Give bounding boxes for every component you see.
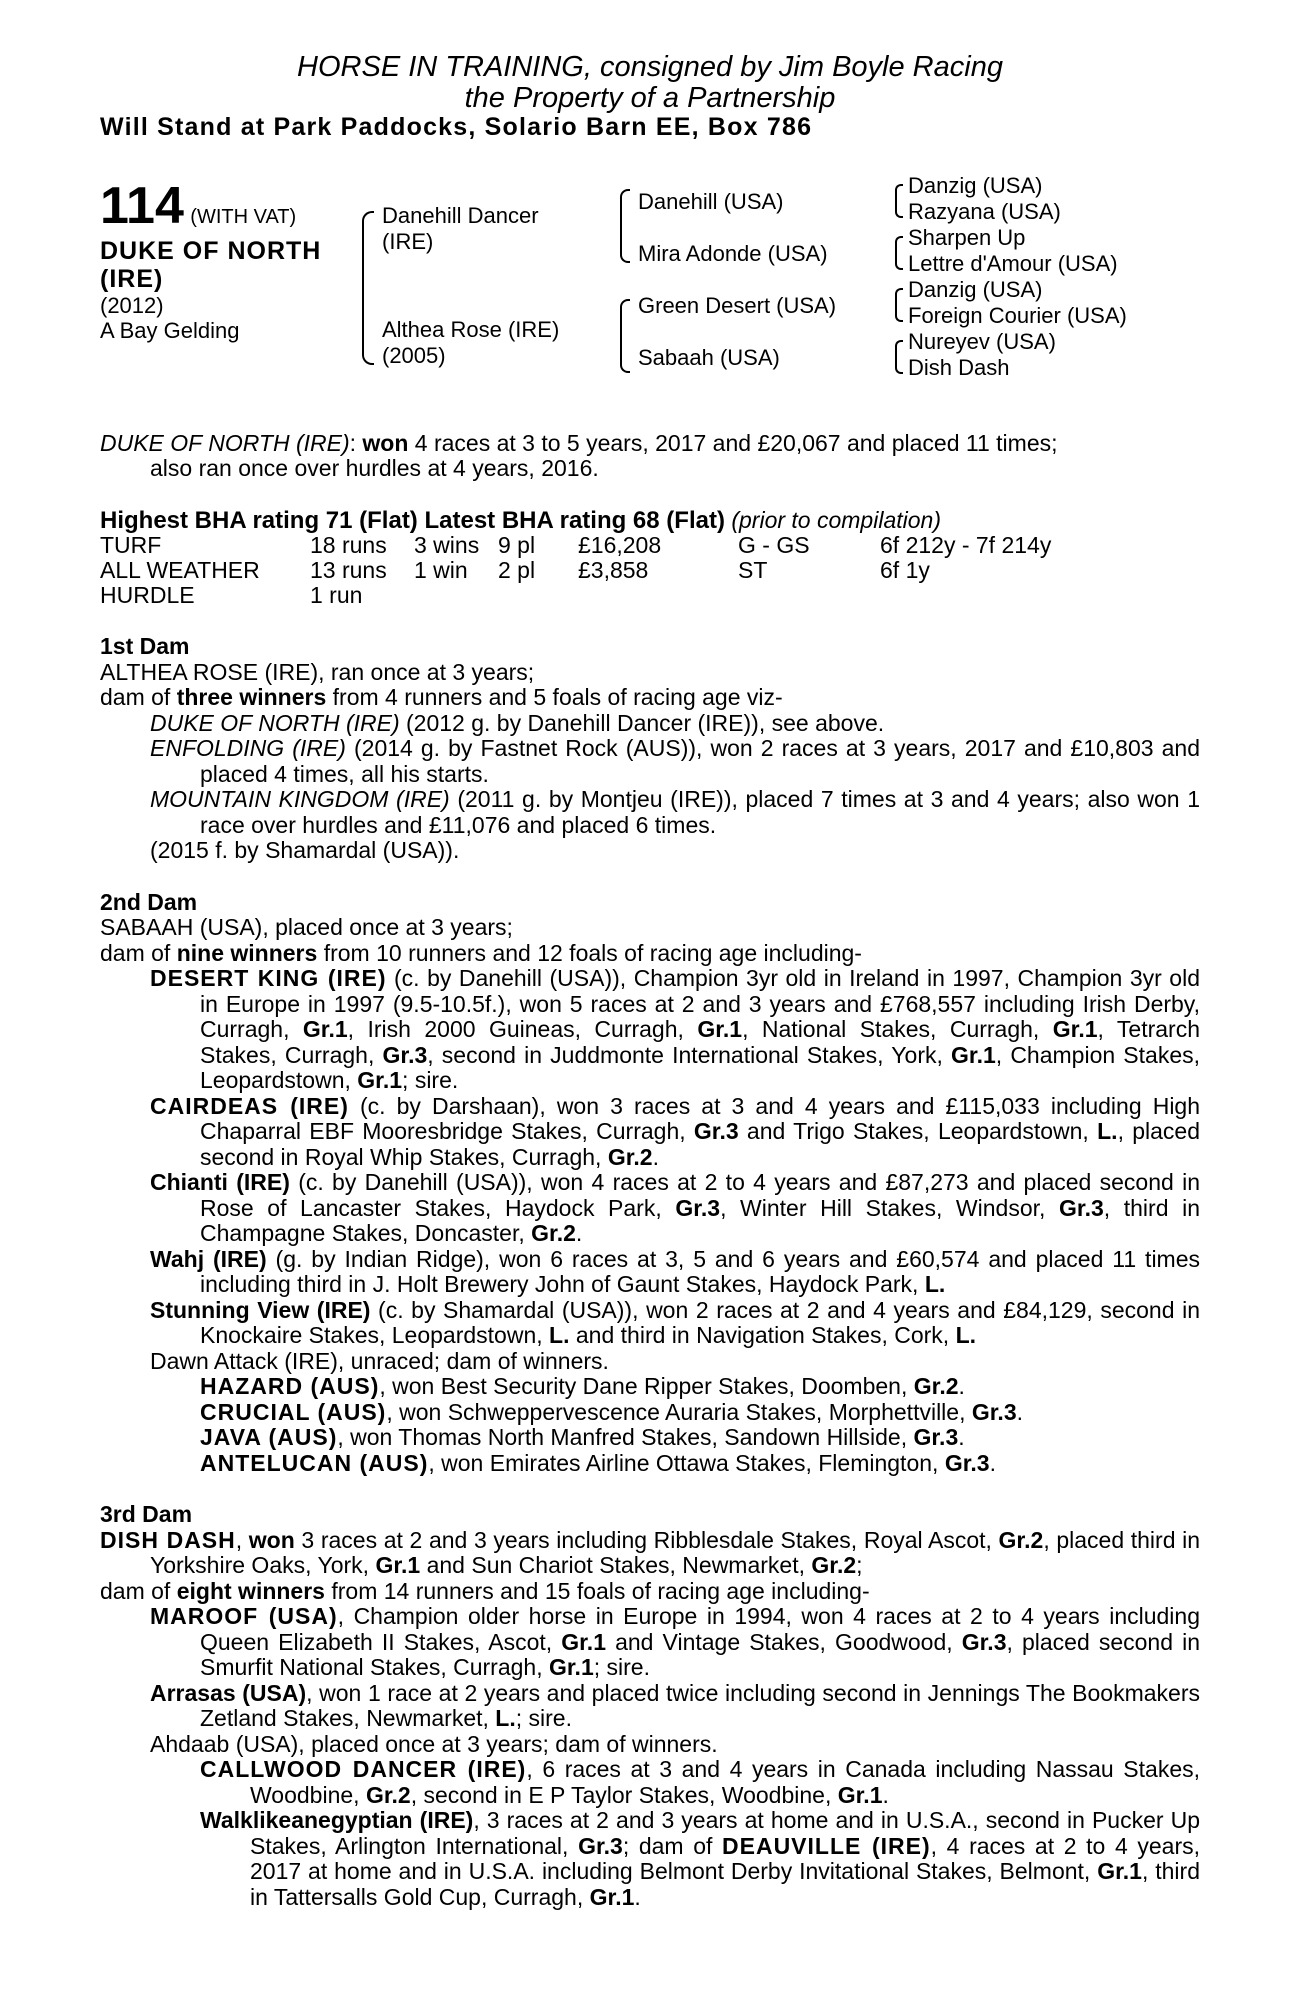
t: . (882, 1781, 889, 1808)
horse-description: A Bay Gelding (100, 317, 240, 343)
catalogue-page (100, 52, 1200, 1910)
summary-won: won (362, 429, 409, 456)
grade: Gr.2 (607, 1143, 653, 1170)
t: . (989, 1449, 996, 1476)
t: , won Thomas North Manfred Stakes, Sandown Hillside, (337, 1424, 914, 1450)
grade: Gr.1 (951, 1041, 996, 1068)
produce-name: DUKE OF NORTH (IRE) (150, 709, 400, 736)
grade: Gr.1 (357, 1067, 403, 1093)
t: ; sire. (402, 1067, 459, 1093)
sire-dam: Mira Adonde (USA) (638, 240, 828, 266)
brace-gen3-1 (895, 184, 903, 218)
t: , placed second in Smurfit National Stakes, Curragh, (200, 1628, 1200, 1680)
produce-text: (2011 g. by Montjeu (IRE)), placed 7 times at 3 and 4 years; also won 1 race over hurdles and £11,076 and placed 6 times. (200, 786, 1200, 838)
produce-name: MAROOF (USA) (150, 1603, 338, 1629)
grade: Gr.3 (693, 1118, 739, 1144)
ratings-block (100, 508, 1200, 609)
winners-count: three winners (176, 684, 327, 710)
produce-cairdeas (100, 1094, 1200, 1171)
t: ; dam of (622, 1832, 723, 1859)
grade: Gr.3 (913, 1424, 959, 1450)
produce-name: ENFOLDING (IRE) (150, 735, 346, 761)
t: , 3 races at 2 and 3 years at home and in U.S.A., second in Pucker Up Stakes, Arlington International, (250, 1807, 1200, 1859)
t: . (634, 1883, 641, 1910)
gen3-sire-side-1 (908, 173, 1061, 225)
produce-dawn-attack: Dawn Attack (IRE), unraced; dam of winners. (150, 1347, 609, 1374)
t: (g. by Indian Ridge), won 6 races at 3, 5 and 6 years and £60,574 and placed 11 times including third in J. Holt Brewery John of Gaunt Stakes, Haydock Park, (200, 1245, 1200, 1297)
dam-of: dam of (100, 1577, 177, 1604)
grade: Gr.3 (382, 1041, 428, 1068)
brace-gen3-3 (895, 288, 903, 322)
t: . (958, 1424, 965, 1450)
t: , third in Tattersalls Gold Cup, Curragh, (250, 1858, 1200, 1910)
first-dam-line: ALTHEA ROSE (IRE), ran once at 3 years; (100, 658, 535, 685)
dam (382, 317, 559, 369)
dam-name: Althea Rose (IRE) (382, 316, 560, 342)
gen3-dam-side-2 (908, 329, 1056, 381)
grandproduce-java (100, 1425, 1200, 1451)
ddd-name: Dish Dash (908, 354, 1010, 380)
t: , won Schweppervescence Auraria Stakes, Morphettville, (386, 1398, 972, 1425)
sdd-name: Lettre d'Amour (USA) (908, 250, 1118, 276)
dam-name: DISH DASH (100, 1526, 236, 1553)
runs-surface: TURF (100, 532, 162, 558)
t: , won Emirates Airline Ottawa Stakes, Flemington, (428, 1449, 945, 1476)
winners-count: nine winners (176, 939, 318, 966)
runs-row (100, 533, 1100, 558)
t: , Winter Hill Stakes, Windsor, (720, 1194, 1059, 1221)
produce-name: CRUCIAL (AUS) (200, 1398, 387, 1425)
produce-duke (100, 711, 1200, 737)
grade: Gr.1 (589, 1883, 635, 1910)
summary-text-2: also ran once over hurdles at 4 years, 2016. (150, 455, 599, 481)
runs-table (100, 533, 1100, 608)
produce-name: CALLWOOD DANCER (IRE) (200, 1756, 527, 1782)
summary-horse: DUKE OF NORTH (IRE) (100, 429, 350, 456)
grade: Gr.1 (1052, 1016, 1098, 1042)
produce-wahj (100, 1247, 1200, 1298)
second-dam-line: SABAAH (USA), placed once at 3 years; (100, 914, 513, 940)
runs-runs: 13 runs (310, 557, 387, 583)
t: . (575, 1220, 583, 1246)
sds-name: Sharpen Up (908, 224, 1026, 250)
runners-text: from 14 runners and 15 foals of racing age including- (324, 1577, 870, 1604)
runs-going: G - GS (738, 532, 810, 558)
produce-name: CAIRDEAS (IRE) (150, 1092, 349, 1119)
grade: L. (955, 1322, 977, 1348)
produce-name: DEAUVILLE (IRE) (722, 1832, 931, 1859)
runs-wins: 3 wins (414, 532, 480, 558)
dam-year: (2005) (382, 342, 446, 368)
t: (c. by Darshaan), won 3 races at 3 and 4 years and £115,033 including High Chaparral EBF Mooresbridge Stakes, Curragh, (200, 1092, 1201, 1144)
t: , Champion Stakes, Leopardstown, (200, 1041, 1201, 1093)
runners-text: from 10 runners and 12 foals of racing age including- (317, 939, 862, 966)
grade: Gr.2 (811, 1552, 857, 1578)
produce-arrasas (100, 1681, 1200, 1732)
property-line: the Property of a Partnership (464, 82, 836, 114)
runs-row (100, 558, 1100, 583)
racing-summary: DUKE OF NORTH (IRE): won 4 races at 3 to 5 years, 2017 and £20,067 and placed 11 times; also ran once over hurdles at 4 years, 2016. (100, 431, 1200, 482)
sire (382, 203, 539, 255)
t: , placed third in Yorkshire Oaks, York, (150, 1526, 1201, 1578)
produce-maroof (100, 1604, 1200, 1681)
grade: Gr.1 (561, 1628, 606, 1655)
t: , 4 races at 2 to 4 years, 2017 at home and in U.S.A. including Belmont Derby Invitational Stakes, Belmont, (250, 1832, 1200, 1884)
t: . (1016, 1398, 1024, 1425)
second-dam-section (100, 890, 1200, 1477)
runs-pl (498, 583, 578, 608)
lot-number: 114 (100, 176, 184, 235)
runs-prize: £16,208 (578, 532, 662, 558)
produce-stunning-view (100, 1298, 1200, 1349)
dam-dam: Sabaah (USA) (638, 344, 780, 370)
grade: Gr.3 (961, 1628, 1007, 1655)
brace-gen1 (362, 211, 374, 365)
t: and Sun Chariot Stakes, Newmarket, (420, 1552, 812, 1578)
produce-name: JAVA (AUS) (200, 1424, 338, 1450)
produce-text: (2014 g. by Fastnet Rock (AUS)), won 2 races at 3 years, 2017 and £10,803 and placed 4 times, all his starts. (200, 735, 1200, 787)
t: , Tetrarch Stakes, Curragh, (200, 1016, 1200, 1068)
t: , third in Champagne Stakes, Doncaster, (200, 1194, 1200, 1246)
dsd-name: Foreign Courier (USA) (908, 302, 1127, 328)
ssd-name: Razyana (USA) (908, 198, 1061, 224)
dam-of: dam of (100, 684, 177, 710)
t: 3 races at 2 and 3 years including Ribblesdale Stakes, Royal Ascot, (294, 1526, 999, 1553)
t: ; (856, 1552, 863, 1578)
pedigree-block (100, 172, 1200, 431)
runs-wins (414, 583, 498, 608)
t: , Champion older horse in Europe in 1994, won 4 races at 2 to 4 years including Queen Elizabeth II Stakes, Ascot, (200, 1603, 1200, 1655)
produce-desert-king (100, 966, 1200, 1094)
grandproduce-antelucan (100, 1451, 1200, 1477)
runs-runs: 1 run (310, 582, 363, 608)
t: (c. by Danehill (USA)), won 4 races at 2 to 4 years and £87,273 and placed second in Rose of Lancaster Stakes, Haydock Park, (200, 1169, 1200, 1221)
sire-sire: Danehill (USA) (638, 188, 784, 214)
produce-chianti (100, 1170, 1200, 1247)
t: ; sire. (515, 1705, 572, 1731)
grade: Gr.1 (302, 1016, 348, 1042)
brace-gen3-2 (895, 236, 903, 270)
grade: Gr.2 (531, 1220, 576, 1246)
t: ; sire. (593, 1654, 650, 1680)
runs-dist: 6f 212y - 7f 214y (880, 532, 1052, 558)
grade: Gr.3 (1059, 1194, 1104, 1221)
runs-surface: ALL WEATHER (100, 557, 260, 583)
brace-gen2-top (620, 189, 630, 263)
third-dam-section (100, 1502, 1200, 1910)
produce-ahdaab: Ahdaab (USA), placed once at 3 years; dam of winners. (150, 1730, 718, 1757)
runs-prize: £3,858 (578, 557, 649, 583)
gen3-sire-side-2 (908, 225, 1118, 277)
runs-row (100, 583, 1100, 608)
third-dam-heading: 3rd Dam (100, 1501, 193, 1527)
grade: Gr.3 (578, 1832, 623, 1859)
horse-suffix: (IRE) (100, 264, 164, 293)
grandproduce-hazard (100, 1374, 1200, 1400)
grade: Gr.1 (837, 1781, 883, 1808)
summary-text: 4 races at 3 to 5 years, 2017 and £20,067 and placed 11 times; (408, 429, 1058, 456)
consignor-line: HORSE IN TRAINING, consigned by Jim Boyle Racing (297, 51, 1003, 83)
first-dam-heading: 1st Dam (100, 633, 190, 659)
t: and third in Navigation Stakes, Cork, (569, 1322, 956, 1348)
runs-runs: 18 runs (310, 532, 387, 558)
grade: Gr.3 (675, 1194, 721, 1221)
runners-text: from 4 runners and 5 foals of racing age viz- (326, 684, 783, 710)
first-dam-section (100, 634, 1200, 864)
t: , National Stakes, Curragh, (742, 1016, 1053, 1042)
vat-note: (WITH VAT) (190, 205, 297, 228)
lot-identity (100, 176, 340, 343)
ratings-note: (prior to compilation) (731, 506, 941, 533)
stand-line: Will Stand at Park Paddocks, Solario Barn EE, Box 786 (100, 113, 813, 141)
t: (c. by Danehill (USA)), Champion 3yr old in Ireland in 1997, Champion 3yr old in Europe in 1997 (9.5-10.5f.), won 5 races at 2 and 3 years and £768,557 including Irish Derby, Curragh, (200, 965, 1201, 1042)
runs-pl: 9 pl (498, 532, 536, 558)
runs-wins: 1 win (414, 557, 468, 583)
bha-ratings: Highest BHA rating 71 (Flat) Latest BHA rating 68 (Flat) (100, 506, 725, 534)
third-dam-line: DISH DASH, won 3 races at 2 and 3 years including Ribblesdale Stakes, Royal Ascot, Gr.2, placed third in Yorkshire Oaks, York, Gr.1 and Sun Chariot Stakes, Newmarket, Gr.2; (100, 1526, 1201, 1578)
produce-2015-filly: (2015 f. by Shamardal (USA)). (150, 837, 460, 863)
produce-name: MOUNTAIN KINGDOM (IRE) (150, 786, 450, 812)
grade: L. (1097, 1118, 1118, 1144)
sss-name: Danzig (USA) (908, 172, 1043, 198)
sire-name: Danehill Dancer (382, 202, 539, 228)
grandproduce-crucial (100, 1400, 1200, 1426)
produce-enfolding (100, 736, 1200, 787)
t: (c. by Shamardal (USA)), won 2 races at 2 and 4 years and £84,129, second in Knockaire Stakes, Leopardstown, (200, 1296, 1200, 1348)
runs-dist: 6f 1y (880, 557, 930, 583)
sire-suffix: (IRE) (382, 228, 434, 254)
grade: Gr.1 (697, 1016, 743, 1042)
produce-name: Arrasas (USA) (150, 1679, 307, 1706)
t: , 6 races at 3 and 4 years in Canada including Nassau Stakes, Woodbine, (250, 1756, 1201, 1808)
grade: L. (549, 1322, 570, 1348)
grade: L. (924, 1271, 946, 1297)
produce-mountain-kingdom (100, 787, 1200, 838)
brace-gen3-4 (895, 340, 903, 374)
dam-sire: Green Desert (USA) (638, 292, 837, 318)
gen3-dam-side-1 (908, 277, 1127, 329)
grade: Gr.2 (913, 1373, 959, 1399)
runs-pl: 2 pl (498, 557, 536, 583)
grade: Gr.1 (375, 1552, 421, 1578)
produce-name: Chianti (IRE) (150, 1169, 290, 1195)
dds-name: Nureyev (USA) (908, 328, 1056, 354)
grade: Gr.1 (548, 1654, 594, 1680)
produce-name: HAZARD (AUS) (200, 1373, 380, 1399)
produce-name: Walklikeanegyptian (IRE) (200, 1807, 474, 1833)
t: , won Best Security Dane Ripper Stakes, Doomben, (379, 1373, 914, 1399)
grandproduce-callwood-dancer (100, 1757, 1200, 1808)
horse-name: DUKE OF NORTH (100, 236, 322, 265)
grandproduce-walklikeanegyptian (100, 1808, 1200, 1910)
t: , won 1 race at 2 years and placed twice including second in Jennings The Bookmakers Zetland Stakes, Newmarket, (200, 1679, 1200, 1731)
t: . (652, 1143, 659, 1170)
grade: Gr.2 (998, 1526, 1044, 1553)
produce-name: Stunning View (IRE) (150, 1296, 371, 1323)
t: , second in Juddmonte International Stakes, York, (427, 1041, 952, 1068)
runs-going: ST (738, 557, 768, 583)
grade: Gr.3 (944, 1449, 990, 1476)
grade: Gr.1 (1097, 1858, 1142, 1884)
runs-prize (578, 583, 738, 608)
grade: Gr.2 (365, 1781, 411, 1808)
runs-dist (880, 583, 1100, 608)
produce-name: Wahj (IRE) (150, 1245, 267, 1272)
won: won (248, 1526, 295, 1553)
t: , placed second in Royal Whip Stakes, Curragh, (200, 1118, 1200, 1170)
lot-header (100, 52, 1200, 141)
t: , Irish 2000 Guineas, Curragh, (347, 1016, 698, 1042)
dss-name: Danzig (USA) (908, 276, 1043, 302)
foaling-year: (2012) (100, 292, 164, 318)
produce-text: (2012 g. by Danehill Dancer (IRE)), see above. (399, 709, 885, 736)
t: , second in E P Taylor Stakes, Woodbine, (410, 1781, 838, 1808)
runs-surface: HURDLE (100, 582, 195, 608)
produce-name: DESERT KING (IRE) (150, 965, 387, 991)
t: and Vintage Stakes, Goodwood, (606, 1628, 962, 1655)
winners-count: eight winners (176, 1577, 325, 1604)
t: . (958, 1373, 965, 1399)
dam-of: dam of (100, 939, 177, 966)
second-dam-heading: 2nd Dam (100, 888, 198, 915)
grade: L. (495, 1705, 516, 1731)
produce-name: ANTELUCAN (AUS) (200, 1449, 429, 1476)
t: and Trigo Stakes, Leopardstown, (738, 1118, 1098, 1144)
brace-gen2-bottom (620, 299, 630, 373)
grade: Gr.3 (971, 1398, 1017, 1425)
runs-going (738, 583, 880, 608)
